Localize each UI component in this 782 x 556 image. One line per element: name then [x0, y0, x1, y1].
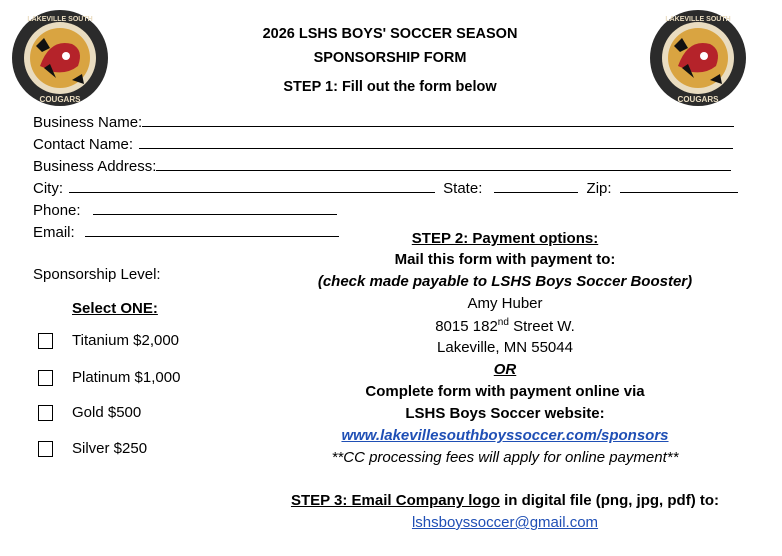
step3-row [262, 492, 748, 509]
gold-label: Gold $500 [72, 404, 142, 421]
mail-instruction: Mail this form with payment to: [394, 251, 616, 268]
form-title: 2026 LSHS BOYS' SOCCER SEASON [262, 26, 518, 42]
state-line[interactable] [494, 179, 578, 193]
phone-row[interactable] [33, 201, 337, 219]
titanium-checkbox[interactable] [38, 333, 53, 349]
email-link-row [262, 514, 748, 531]
form-subtitle: SPONSORSHIP FORM [313, 50, 467, 66]
silver-checkbox[interactable] [38, 441, 53, 457]
sponsorship-level-label: Sponsorship Level: [33, 266, 161, 283]
or-separator: OR [493, 361, 517, 378]
silver-label: Silver $250 [72, 440, 148, 457]
recipient-name: Amy Huber [467, 295, 543, 312]
street-address [262, 317, 748, 335]
select-one-label: Select ONE: [72, 300, 158, 317]
svg-text:LAKEVILLE SOUTH: LAKEVILLE SOUTH [665, 16, 731, 23]
website-link-row [262, 427, 748, 444]
contact-name-label: Contact Name: [33, 136, 134, 153]
platinum-label: Platinum $1,000 [72, 369, 181, 386]
street-ordinal: nd [497, 317, 509, 328]
check-payable-note: (check made payable to LSHS Boys Soccer Booster) [317, 273, 693, 290]
email-label: Email: [33, 224, 75, 241]
gold-checkbox[interactable] [38, 405, 53, 421]
city-line[interactable] [69, 179, 435, 193]
business-address-row[interactable] [33, 157, 731, 175]
titanium-label: Titanium $2,000 [72, 332, 180, 349]
step3-heading: STEP 3: Email Company logo [290, 492, 500, 509]
zip-label: Zip: [586, 180, 612, 197]
city-label: City: [33, 180, 63, 197]
contact-email-link[interactable]: lshsboyssoccer@gmail.com [411, 514, 599, 531]
city-state-zip: Lakeville, MN 55044 [437, 339, 573, 356]
svg-text:COUGARS: COUGARS [39, 95, 81, 104]
contact-name-row[interactable] [33, 135, 733, 153]
street-number: 8015 182 [435, 318, 498, 335]
platinum-checkbox[interactable] [38, 370, 53, 386]
street-name: Street W. [508, 318, 575, 335]
zip-line[interactable] [620, 179, 738, 193]
phone-line[interactable] [93, 201, 337, 215]
step1-heading: STEP 1: Fill out the form below [283, 79, 497, 95]
cc-fee-note: **CC processing fees will apply for online payment** [331, 449, 679, 466]
online-instruction: Complete form with payment online via [365, 383, 645, 400]
step3-instruction: in digital file (png, jpg, pdf) to: [499, 492, 720, 509]
lakeville-south-cougars-logo-right [648, 8, 748, 108]
business-name-label: Business Name: [33, 114, 143, 131]
svg-text:LAKEVILLE SOUTH: LAKEVILLE SOUTH [27, 16, 93, 23]
contact-name-line[interactable] [139, 135, 733, 149]
step2-heading: STEP 2: Payment options: [411, 230, 599, 247]
business-name-line[interactable] [142, 113, 734, 127]
business-address-line[interactable] [156, 157, 731, 171]
state-label: State: [443, 180, 483, 197]
lakeville-south-cougars-logo-left [10, 8, 110, 108]
phone-label: Phone: [33, 202, 81, 219]
sponsors-website-link[interactable]: www.lakevillesouthboyssoccer.com/sponsors [341, 427, 669, 444]
business-name-row[interactable] [33, 113, 734, 131]
city-state-zip-row[interactable] [33, 179, 738, 197]
website-label: LSHS Boys Soccer website: [405, 405, 605, 422]
svg-text:COUGARS: COUGARS [677, 95, 719, 104]
business-address-label: Business Address: [33, 158, 157, 175]
